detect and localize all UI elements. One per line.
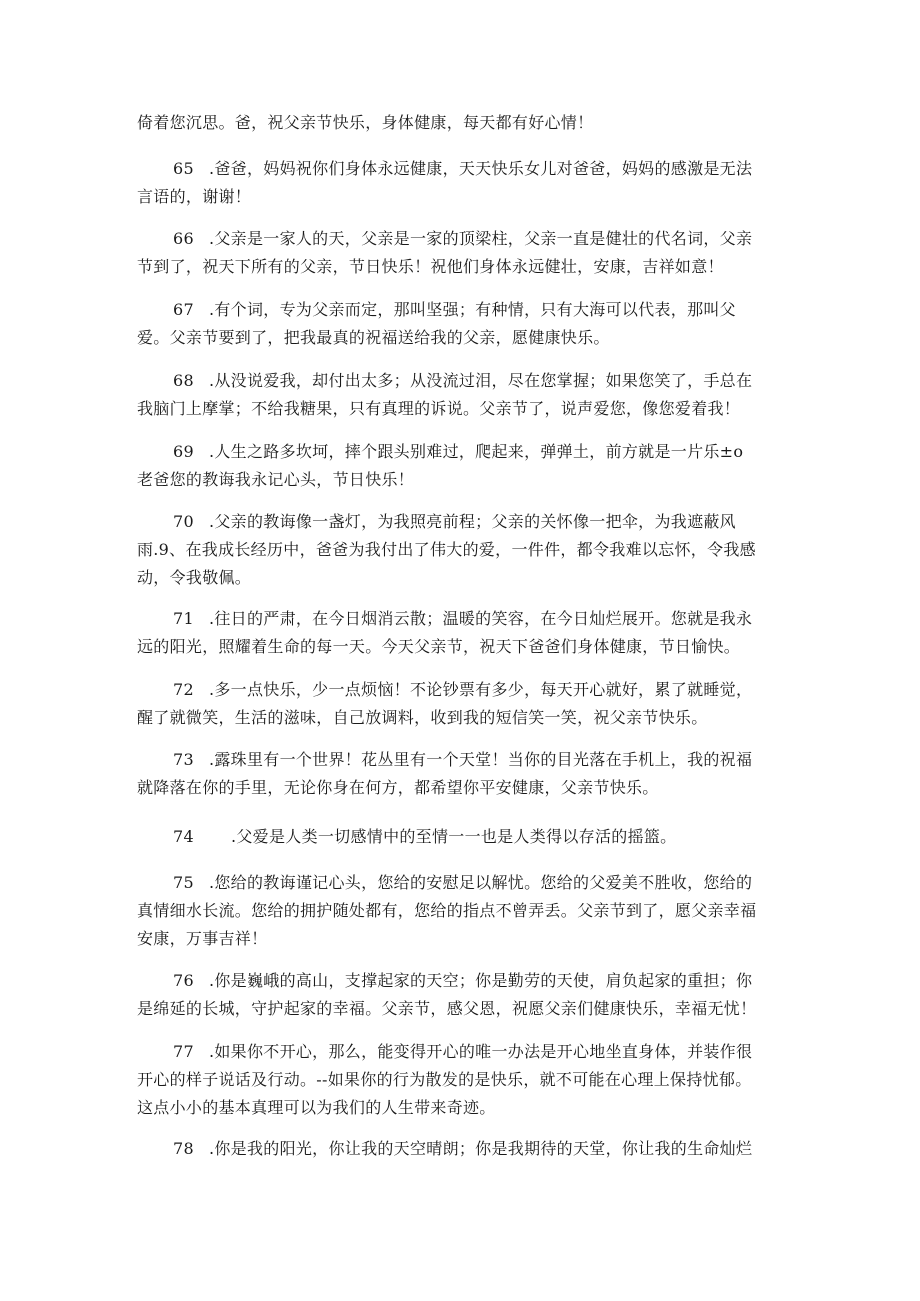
item-number: 77 (173, 1042, 194, 1061)
text-line: 老爸您的教诲我永记心头，节日快乐！ (137, 470, 415, 489)
item-number: 78 (173, 1139, 194, 1158)
text-line: 醒了就微笑，生活的滋味，自己放调料，收到我的短信笑一笑，祝父亲节快乐。 (137, 708, 708, 727)
item-number: 71 (173, 609, 194, 628)
paragraph-76 (137, 967, 777, 1023)
text-line: 远的阳光，照耀着生命的每一天。今天父亲节，祝天下爸爸们身体健康，节日愉快。 (137, 637, 741, 656)
paragraph-64-tail (137, 109, 777, 137)
text-line: 动，令我敬佩。 (137, 568, 252, 587)
text-line: .你是巍峨的高山，支撑起家的天空；你是勤劳的天使，肩负起家的重担；你 (209, 971, 753, 990)
paragraph-73 (137, 746, 777, 802)
item-number: 76 (173, 971, 194, 990)
text-line: .如果你不开心，那么，能变得开心的唯一办法是开心地坐直身体，并装作很 (209, 1042, 753, 1061)
paragraph-71 (137, 605, 777, 661)
text-line: 真情细水长流。您给的拥护随处都有，您给的指点不曾弄丢。父亲节到了，愿父亲幸福 (137, 901, 757, 920)
item-number: 68 (173, 371, 194, 390)
text-line: 倚着您沉思。爸，祝父亲节快乐，身体健康，每天都有好心情！ (137, 113, 594, 132)
text-line: .爸爸，妈妈祝你们身体永远健康，天天快乐女儿对爸爸，妈妈的感激是无法 (209, 159, 753, 178)
text-line: .从没说爱我，却付出太多；从没流过泪，尽在您掌握；如果您笑了，手总在 (209, 371, 753, 390)
paragraph-67 (137, 296, 777, 352)
paragraph-68 (137, 367, 777, 423)
paragraph-72 (137, 676, 777, 732)
paragraph-77 (137, 1038, 777, 1122)
text-line: .您给的教诲谨记心头，您给的安慰足以解忧。您给的父爱美不胜收，您给的 (209, 873, 753, 892)
text-line: .露珠里有一个世界！花丛里有一个天堂！当你的目光落在手机上，我的祝福 (209, 750, 753, 769)
text-line: 雨.9、在我成长经历中，爸爸为我付出了伟大的爱，一件件，都令我难以忘怀，令我感 (137, 540, 756, 559)
item-number: 75 (173, 873, 194, 892)
item-number: 66 (173, 229, 194, 248)
paragraph-69 (137, 438, 777, 494)
item-number: 69 (173, 442, 194, 461)
text-line: .人生之路多坎坷，摔个跟头别难过，爬起来，弹弹土，前方就是一片乐±o (209, 442, 744, 461)
text-line: 我脑门上摩掌；不给我糖果，只有真理的诉说。父亲节了，说声爱您，像您爱着我！ (137, 399, 741, 418)
text-line: 就降落在你的手里，无论你身在何方，都希望你平安健康，父亲节快乐。 (137, 778, 659, 797)
text-line: .多一点快乐，少一点烦恼！不论钞票有多少，每天开心就好，累了就睡觉， (209, 680, 753, 699)
text-line: 节到了，祝天下所有的父亲，节日快乐！祝他们身体永远健壮，安康，吉祥如意！ (137, 257, 724, 276)
text-line: 开心的样子说话及行动。--如果你的行为散发的是快乐，就不可能在心理上保持忧郁。 (137, 1070, 752, 1089)
text-line: .父亲是一家人的天，父亲是一家的顶梁柱，父亲一直是健壮的代名词，父亲 (209, 229, 753, 248)
text-line: 安康，万事吉祥！ (137, 929, 268, 948)
item-number: 70 (173, 512, 194, 531)
paragraph-74 (137, 823, 777, 851)
text-line: 是绵延的长城，守护起家的幸福。父亲节，感父恩，祝愿父亲们健康快乐，幸福无忧！ (137, 999, 757, 1018)
paragraph-70 (137, 508, 777, 592)
text-line: .父爱是人类一切感情中的至情一一也是人类得以存活的摇篮。 (231, 827, 677, 846)
text-line: 这点小小的基本真理可以为我们的人生带来奇迹。 (137, 1098, 496, 1117)
text-line: 爱。父亲节要到了，把我最真的祝福送给我的父亲，愿健康快乐。 (137, 328, 610, 347)
item-number: 74 (173, 827, 194, 846)
paragraph-66 (137, 225, 777, 281)
text-line: .往日的严肃，在今日烟消云散；温暖的笑容，在今日灿烂展开。您就是我永 (209, 609, 753, 628)
text-line: .你是我的阳光，你让我的天空晴朗；你是我期待的天堂，你让我的生命灿烂 (209, 1139, 753, 1158)
text-line: 言语的，谢谢！ (137, 187, 252, 206)
paragraph-78 (137, 1135, 777, 1163)
paragraph-65 (137, 155, 777, 211)
item-number: 65 (173, 159, 194, 178)
item-number: 72 (173, 680, 194, 699)
paragraph-75 (137, 869, 777, 953)
item-number: 73 (173, 750, 194, 769)
text-line: .有个词，专为父亲而定，那叫坚强；有种情，只有大海可以代表，那叫父 (209, 300, 736, 319)
item-number: 67 (173, 300, 194, 319)
text-line: .父亲的教诲像一盏灯，为我照亮前程；父亲的关怀像一把伞，为我遮蔽风 (209, 512, 736, 531)
